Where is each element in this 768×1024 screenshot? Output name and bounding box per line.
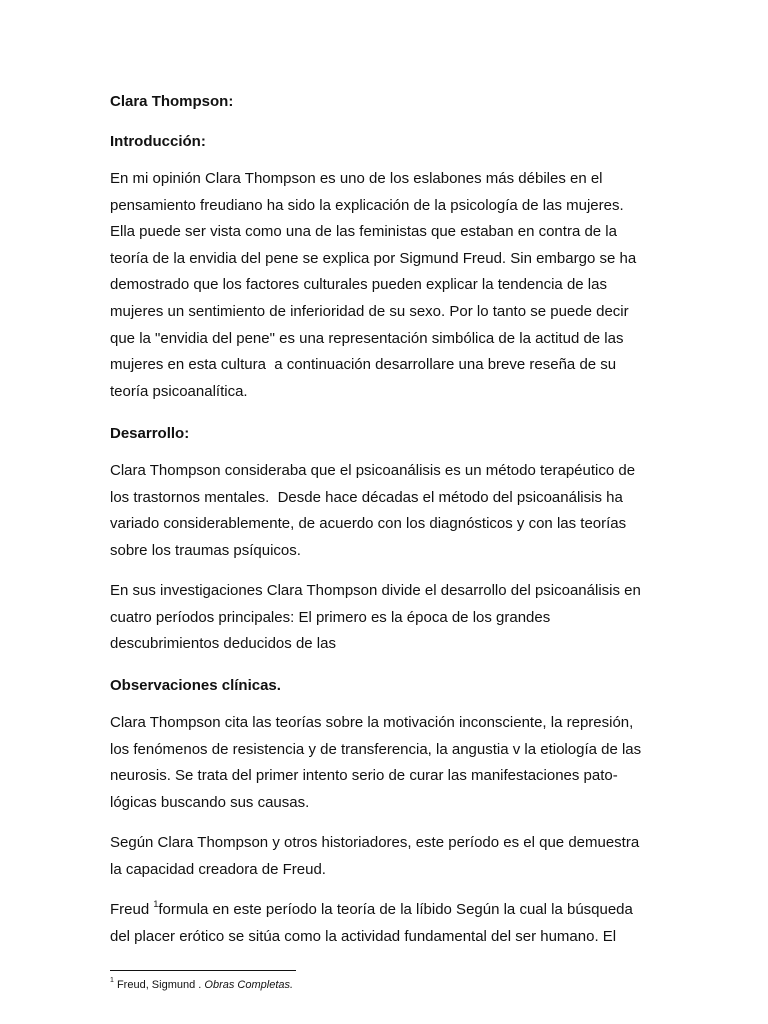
text-line: Ella puede ser vista como una de las feministas que estaban en contra de la [110,223,617,241]
inline-text: Freud [110,901,154,918]
text-line: demostrado que los factores culturales pueden explicar la tendencia de las [110,276,607,294]
text-line: mujeres en esta cultura a continuación desarrollare una breve reseña de su [110,356,617,374]
paragraph-desarrollo-1 [110,458,670,564]
footnote-author: Freud, Sigmund . [113,979,205,991]
text-line: Clara Thompson consideraba que el psicoanálisis es un método terapéutico de [110,462,636,479]
text-line [110,897,670,924]
text-line: Clara Thompson cita las teorías sobre la motivación inconsciente, la represión, [110,714,634,731]
inline-text: formula en este período la teoría de la líbido Según la cual la búsqueda [158,901,633,918]
text-line: En mi opinión Clara Thompson es uno de los eslabones más débiles en el [110,170,603,187]
text-line: que la "envidia del pene" es una representación simbólica de la actitud de las [110,329,624,347]
text-line: Según Clara Thompson y otros historiadores, este período es el que demuestra [110,834,640,851]
paragraph-observaciones-3 [110,897,670,950]
document-title: Clara Thompson: [110,93,234,110]
text-line: En sus investigaciones Clara Thompson divide el desarrollo del psicoanálisis en [110,582,641,599]
footnote-reference[interactable]: 1 [153,899,159,909]
text-line: descubrimientos deducidos de las [110,635,336,653]
footnote-work-title: Obras Completas. [204,979,294,991]
text-line: teoría psicoanalítica. [110,382,248,400]
footnote-number: 1 [110,977,114,985]
paragraph-desarrollo-2 [110,578,670,658]
text-line: los trastornos mentales. Desde hace décadas el método del psicoanálisis ha [110,488,623,506]
text-line: del placer erótico se sitúa como la actividad fundamental del ser humano. El [110,927,617,945]
section-heading-introduccion: Introducción: [110,133,206,150]
text-line: teoría de la envidia del pene se explica por Sigmund Freud. Sin embargo se ha [110,249,637,267]
text-line: la capacidad creadora de Freud. [110,860,326,878]
section-heading-observaciones: Observaciones clínicas. [110,677,281,694]
text-line: cuatro períodos principales: El primero es la época de los grandes [110,608,551,626]
paragraph-observaciones-1 [110,710,670,816]
paragraph-observaciones-2 [110,830,670,883]
paragraph-introduccion [110,166,670,405]
text-line: pensamiento freudiano ha sido la explicación de la psicología de las mujeres. [110,196,624,214]
footnote-separator [110,970,296,971]
text-line: sobre los traumas psíquicos. [110,541,301,559]
text-line: los fenómenos de resistencia y de transferencia, la angustia v la etiología de las [110,740,642,758]
text-line: variado considerablemente, de acuerdo con los diagnósticos y con las teorías [110,515,627,533]
footnote [110,977,293,993]
text-line: mujeres un sentimiento de inferioridad de su sexo. Por lo tanto se puede decir [110,302,629,320]
text-line: lógicas buscando sus causas. [110,793,310,811]
section-heading-desarrollo: Desarrollo: [110,425,190,442]
text-line: neurosis. Se trata del primer intento serio de curar las manifestaciones pato- [110,767,618,785]
